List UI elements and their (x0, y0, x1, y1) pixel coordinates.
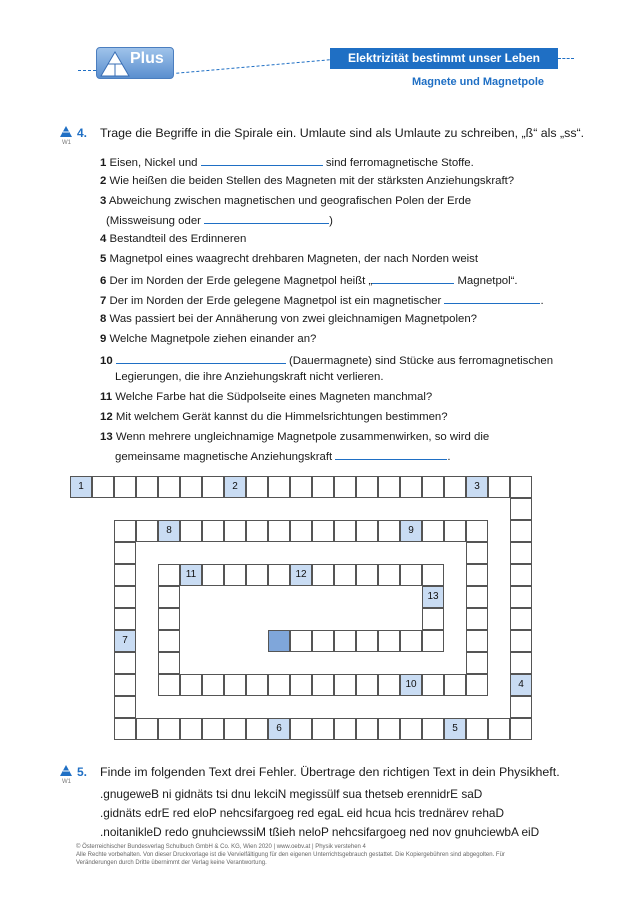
grid-cell[interactable] (268, 674, 290, 696)
grid-cell[interactable] (312, 718, 334, 740)
question-number: 7 (100, 295, 107, 307)
grid-cell[interactable] (312, 476, 334, 498)
grid-cell[interactable] (488, 718, 510, 740)
task-number: 5. (77, 765, 88, 779)
question-text: sind ferromagnetische Stoffe. (322, 157, 474, 169)
question-text: Welche Magnetpole ziehen einander an? (109, 333, 317, 345)
header-dash-right (558, 58, 574, 59)
grid-cell[interactable] (114, 476, 136, 498)
grid-cell[interactable] (246, 674, 268, 696)
footer-line: Alle Rechte vorbehalten. Von dieser Druckvorlage ist die Vervielfältigung für den eigenen Unterrichtsgebrauch gestattet. Die Kopiergebühren sind abgegolten. Für (76, 852, 505, 858)
grid-cell[interactable] (466, 674, 488, 696)
grid-cell-numbered[interactable] (158, 520, 180, 542)
grid-cell-center[interactable] (268, 630, 290, 652)
question-number: 3 (100, 195, 107, 207)
question-13-cont (115, 448, 451, 464)
question-number: 8 (100, 313, 107, 325)
grid-cell[interactable] (466, 630, 488, 652)
question-text: . (540, 295, 544, 307)
grid-cell[interactable] (246, 718, 268, 740)
grid-cell[interactable] (246, 520, 268, 542)
question-text: Eisen, Nickel und (109, 157, 201, 169)
question-text: Wie heißen die beiden Stellen des Magneten mit der stärksten Anziehungskraft? (109, 175, 515, 187)
grid-cell[interactable] (334, 520, 356, 542)
grid-cell-numbered[interactable] (224, 476, 246, 498)
question-number: 13 (100, 431, 113, 443)
task-number: 4. (77, 126, 88, 140)
grid-cell-numbered[interactable] (290, 564, 312, 586)
grid-cell[interactable] (114, 674, 136, 696)
question-text: (Missweisung oder (106, 215, 205, 227)
answer-blank[interactable] (204, 212, 329, 224)
grid-cell[interactable] (510, 542, 532, 564)
grid-cell-numbered[interactable] (400, 674, 422, 696)
grid-cell[interactable] (510, 652, 532, 674)
question-10 (100, 352, 553, 368)
grid-cell[interactable] (400, 630, 422, 652)
answer-blank[interactable] (372, 272, 454, 284)
grid-cell-numbered[interactable] (268, 718, 290, 740)
grid-cell[interactable] (290, 718, 312, 740)
grid-cell[interactable] (268, 564, 290, 586)
grid-cell[interactable] (224, 674, 246, 696)
header-dash-mid (176, 59, 330, 73)
answer-blank[interactable] (201, 154, 323, 166)
question-9 (100, 332, 316, 346)
grid-cell[interactable] (400, 718, 422, 740)
grid-number-label: 10 (405, 679, 417, 690)
grid-number-label: 5 (452, 723, 458, 734)
grid-cell-numbered[interactable] (466, 476, 488, 498)
grid-cell[interactable] (92, 476, 114, 498)
grid-cell[interactable] (246, 476, 268, 498)
grid-cell[interactable] (356, 564, 378, 586)
grid-cell[interactable] (202, 718, 224, 740)
grid-cell[interactable] (158, 718, 180, 740)
grid-cell[interactable] (246, 564, 268, 586)
question-text: (Dauermagnete) sind Stücke aus ferromagnetischen (285, 355, 554, 367)
grid-cell[interactable] (290, 520, 312, 542)
grid-cell[interactable] (422, 630, 444, 652)
task-level-label: W1 (62, 140, 71, 146)
grid-cell-numbered[interactable] (510, 674, 532, 696)
grid-cell[interactable] (268, 476, 290, 498)
grid-cell[interactable] (180, 476, 202, 498)
grid-cell[interactable] (378, 630, 400, 652)
grid-cell[interactable] (114, 542, 136, 564)
question-text: Magnetpol eines waagrecht drehbaren Magneten, der nach Norden weist (109, 253, 479, 265)
grid-cell[interactable] (158, 476, 180, 498)
grid-cell-numbered[interactable] (70, 476, 92, 498)
question-number: 9 (100, 333, 107, 345)
question-text: Wenn mehrere ungleichnamige Magnetpole zusammenwirken, so wird die (115, 431, 490, 443)
grid-cell[interactable] (136, 476, 158, 498)
plus-logo (96, 47, 174, 79)
question-text: . (447, 451, 451, 463)
grid-cell[interactable] (290, 674, 312, 696)
question-1 (100, 154, 474, 170)
grid-cell[interactable] (114, 564, 136, 586)
grid-cell[interactable] (224, 564, 246, 586)
grid-cell[interactable] (114, 608, 136, 630)
grid-cell[interactable] (378, 520, 400, 542)
grid-cell[interactable] (114, 696, 136, 718)
page-subtitle: Magnete und Magnetpole (412, 76, 544, 88)
grid-cell[interactable] (400, 564, 422, 586)
grid-number-label: 4 (518, 679, 524, 690)
grid-cell[interactable] (334, 718, 356, 740)
footer-line: Veränderungen durch Dritte übernimmt der Verlag keine Verantwortung. (76, 860, 267, 866)
grid-number-label: 3 (474, 481, 480, 492)
question-3-cont (106, 212, 333, 228)
grid-cell[interactable] (422, 520, 444, 542)
grid-cell[interactable] (422, 674, 444, 696)
copyright-footer (76, 843, 576, 867)
triangle-logo-icon (100, 51, 130, 77)
grid-cell[interactable] (312, 520, 334, 542)
question-text: Der im Norden der Erde gelegene Magnetpol heißt „ (109, 275, 373, 287)
question-5 (100, 252, 478, 266)
mirrored-text-line: .gidnäts edrE red eloP nehcsifargoeg red egaL eid hcua hcis trednärev rehaD (100, 806, 504, 820)
grid-cell[interactable] (334, 564, 356, 586)
question-number: 2 (100, 175, 107, 187)
grid-cell[interactable] (136, 718, 158, 740)
grid-number-label: 9 (408, 525, 414, 536)
answer-blank[interactable] (444, 292, 540, 304)
grid-cell-numbered[interactable] (444, 718, 466, 740)
grid-cell-numbered[interactable] (114, 630, 136, 652)
mirrored-text-line: .gnugeweB ni gidnäts tsi dnu lekciN megissülf sua thetseb erennidrE saD (100, 787, 483, 801)
grid-cell[interactable] (356, 520, 378, 542)
task-instruction: Finde im folgenden Text drei Fehler. Übertrage den richtigen Text in dein Physikheft. (100, 765, 560, 779)
question-7 (100, 292, 544, 308)
question-text: ) (329, 215, 333, 227)
grid-cell[interactable] (378, 476, 400, 498)
grid-cell[interactable] (158, 586, 180, 608)
grid-cell[interactable] (224, 520, 246, 542)
question-number: 10 (100, 355, 113, 367)
grid-cell[interactable] (466, 564, 488, 586)
mirrored-text-line: .noitaniklеD redo gnuhciewssiM tßieh neloP nehcsifargoeg ned nov gnuhciewbA eiD (100, 825, 540, 839)
grid-cell[interactable] (334, 630, 356, 652)
grid-cell[interactable] (158, 652, 180, 674)
logo-text: Plus (130, 50, 164, 67)
grid-cell[interactable] (466, 608, 488, 630)
grid-cell[interactable] (114, 652, 136, 674)
grid-cell[interactable] (312, 630, 334, 652)
task-level-label: W1 (62, 779, 71, 785)
grid-cell[interactable] (510, 498, 532, 520)
question-text: Magnetpol“. (454, 275, 518, 287)
grid-cell[interactable] (356, 476, 378, 498)
grid-cell[interactable] (422, 608, 444, 630)
grid-cell[interactable] (510, 520, 532, 542)
grid-cell[interactable] (378, 674, 400, 696)
grid-cell[interactable] (466, 718, 488, 740)
answer-blank[interactable] (335, 448, 447, 460)
grid-cell[interactable] (290, 476, 312, 498)
grid-cell[interactable] (444, 674, 466, 696)
grid-number-label: 12 (295, 569, 307, 580)
grid-cell[interactable] (268, 520, 290, 542)
grid-cell-numbered[interactable] (400, 520, 422, 542)
grid-cell[interactable] (202, 520, 224, 542)
task-level-icon (60, 126, 72, 137)
question-text: Der im Norden der Erde gelegene Magnetpol ist ein magnetischer (109, 295, 445, 307)
grid-cell[interactable] (422, 564, 444, 586)
grid-number-label: 8 (166, 525, 172, 536)
grid-number-label: 6 (276, 723, 282, 734)
question-number: 5 (100, 253, 107, 265)
chapter-banner: Elektrizität bestimmt unser Leben (330, 48, 558, 69)
question-text: Mit welchem Gerät kannst du die Himmelsrichtungen bestimmen? (115, 411, 448, 423)
question-3 (100, 194, 471, 208)
grid-cell[interactable] (400, 476, 422, 498)
grid-cell[interactable] (510, 564, 532, 586)
grid-cell[interactable] (180, 520, 202, 542)
grid-cell[interactable] (136, 520, 158, 542)
grid-cell[interactable] (202, 476, 224, 498)
header-dash-left (78, 70, 96, 71)
grid-cell[interactable] (378, 718, 400, 740)
grid-cell[interactable] (202, 564, 224, 586)
task-level-icon (60, 765, 72, 776)
grid-number-label: 7 (122, 635, 128, 646)
grid-cell[interactable] (114, 586, 136, 608)
task-instruction: Trage die Begriffe in die Spirale ein. Umlaute sind als Umlaute zu schreiben, „ß“ als „ss“. (100, 126, 585, 140)
grid-cell[interactable] (510, 630, 532, 652)
grid-cell[interactable] (114, 718, 136, 740)
grid-cell[interactable] (466, 520, 488, 542)
question-text: Abweichung zwischen magnetischen und geografischen Polen der Erde (108, 195, 472, 207)
question-number: 6 (100, 275, 107, 287)
grid-number-label: 2 (232, 481, 238, 492)
grid-cell[interactable] (158, 674, 180, 696)
grid-cell[interactable] (356, 718, 378, 740)
grid-cell-numbered[interactable] (422, 586, 444, 608)
grid-cell[interactable] (444, 520, 466, 542)
grid-number-label: 1 (78, 481, 84, 492)
grid-cell[interactable] (466, 652, 488, 674)
question-text: gemeinsame magnetische Anziehungskraft (115, 451, 336, 463)
grid-cell[interactable] (114, 520, 136, 542)
grid-cell[interactable] (356, 674, 378, 696)
question-number: 11 (100, 391, 113, 403)
grid-cell[interactable] (422, 476, 444, 498)
grid-cell[interactable] (510, 476, 532, 498)
grid-cell[interactable] (378, 564, 400, 586)
question-text: Was passiert bei der Annäherung von zwei gleichnamigen Magnetpolen? (109, 313, 477, 325)
grid-cell[interactable] (334, 674, 356, 696)
question-13 (100, 430, 489, 444)
question-number: 1 (100, 157, 107, 169)
question-10-cont (115, 370, 383, 384)
grid-cell[interactable] (422, 718, 444, 740)
question-2 (100, 174, 514, 188)
grid-cell[interactable] (290, 630, 312, 652)
grid-cell[interactable] (356, 630, 378, 652)
grid-cell[interactable] (510, 696, 532, 718)
grid-cell[interactable] (312, 674, 334, 696)
grid-cell[interactable] (158, 630, 180, 652)
grid-cell[interactable] (466, 586, 488, 608)
question-number: 12 (100, 411, 113, 423)
question-text: Legierungen, die ihre Anziehungskraft nicht verlieren. (115, 371, 384, 383)
grid-cell-numbered[interactable] (180, 564, 202, 586)
question-6 (100, 272, 518, 288)
grid-cell[interactable] (180, 674, 202, 696)
question-11 (100, 390, 432, 404)
grid-cell[interactable] (158, 564, 180, 586)
answer-blank[interactable] (116, 352, 286, 364)
question-8 (100, 312, 477, 326)
question-4 (100, 232, 246, 246)
grid-cell[interactable] (510, 608, 532, 630)
question-number: 4 (100, 233, 107, 245)
footer-line: © Österreichischer Bundesverlag Schulbuch GmbH & Co. KG, Wien 2020 | www.oebv.at | Physik verstehen 4 (76, 844, 366, 850)
grid-cell[interactable] (510, 586, 532, 608)
grid-cell[interactable] (312, 564, 334, 586)
grid-number-label: 13 (427, 591, 439, 602)
spiral-crossword (70, 476, 543, 741)
grid-cell[interactable] (488, 476, 510, 498)
grid-cell[interactable] (444, 476, 466, 498)
grid-cell[interactable] (510, 718, 532, 740)
grid-cell[interactable] (202, 674, 224, 696)
question-text: Bestandteil des Erdinneren (109, 233, 247, 245)
grid-cell[interactable] (334, 476, 356, 498)
grid-cell[interactable] (466, 542, 488, 564)
grid-cell[interactable] (180, 718, 202, 740)
question-12 (100, 410, 448, 424)
grid-cell[interactable] (224, 718, 246, 740)
grid-cell[interactable] (158, 608, 180, 630)
grid-number-label: 11 (185, 569, 197, 580)
question-text: Welche Farbe hat die Südpolseite eines Magneten manchmal? (115, 391, 433, 403)
